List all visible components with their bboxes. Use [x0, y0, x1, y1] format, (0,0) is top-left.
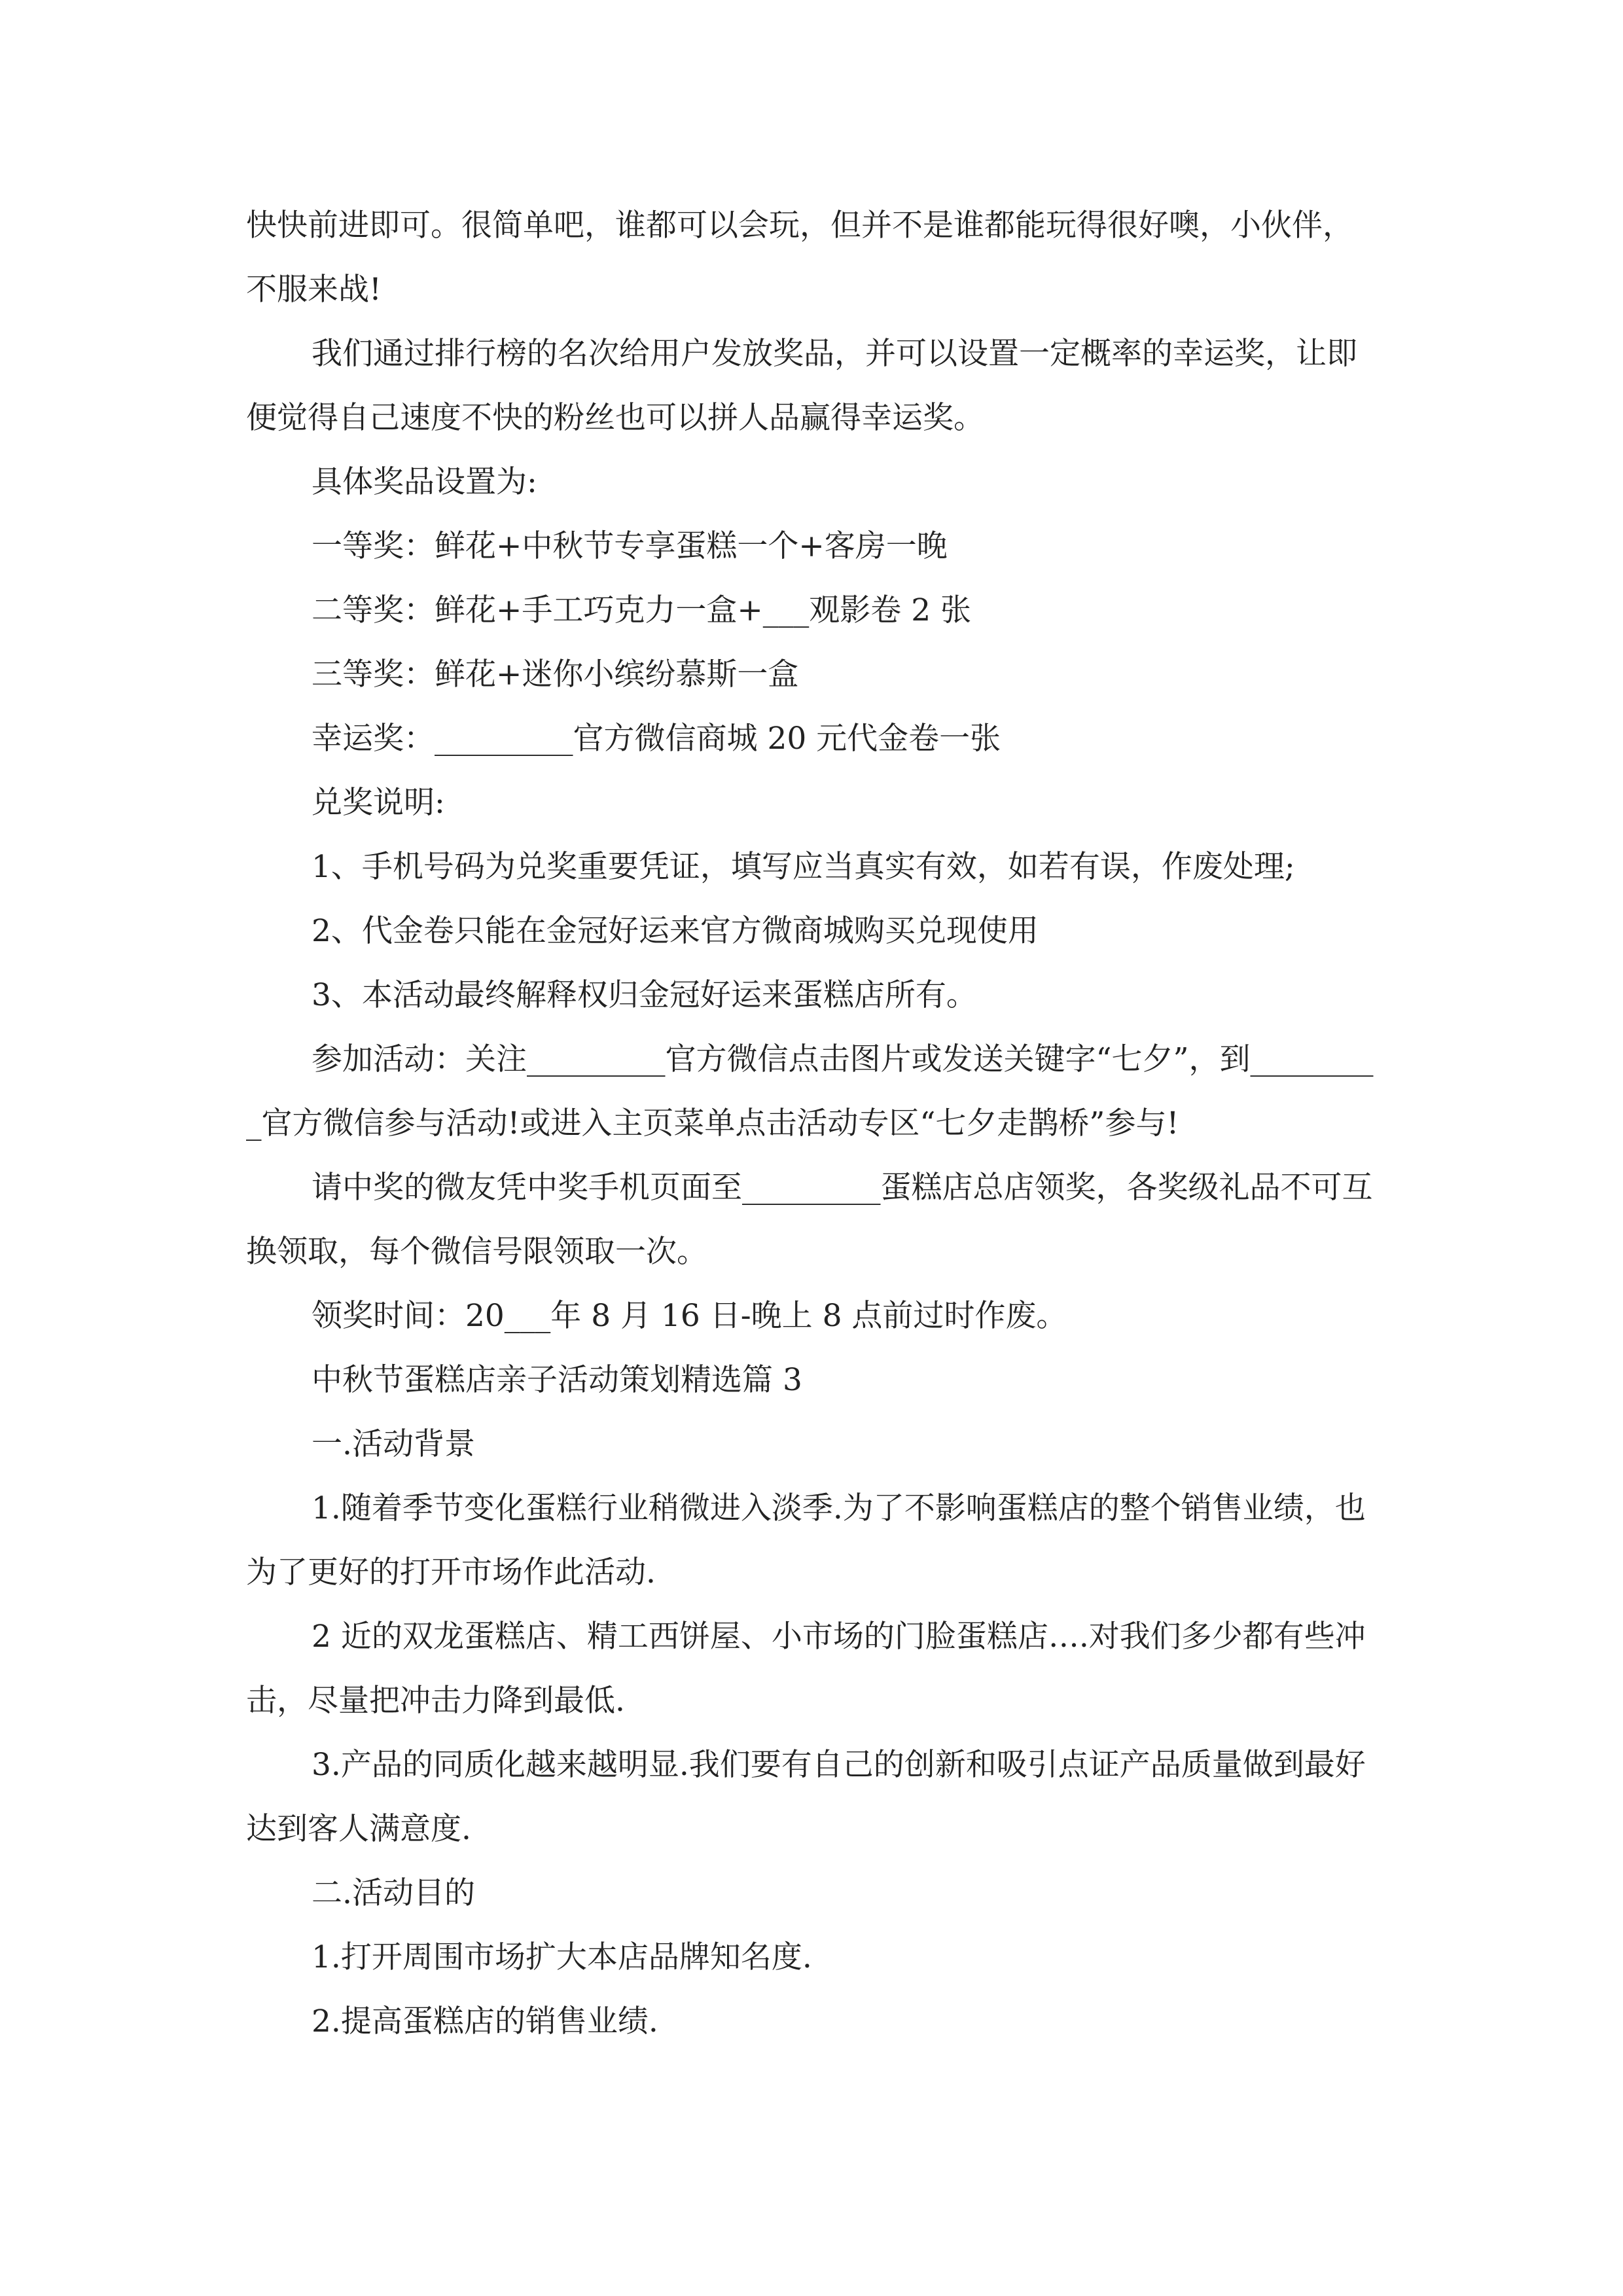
paragraph: 一等奖：鲜花+中秋节专享蛋糕一个+客房一晚	[312, 528, 948, 564]
paragraph: 3.产品的同质化越来越明显.我们要有自己的创新和吸引点证产品质量做到最好达到客人满意度.	[246, 1747, 1366, 1847]
paragraph: 幸运奖：_________官方微信商城 20 元代金卷一张	[312, 721, 1001, 757]
paragraph: 参加活动：关注_________官方微信点击图片或发送关键字“七夕”，到_________官方微信参与活动!或进入主页菜单点击活动专区“七夕走鹊桥”参与!	[246, 1041, 1374, 1141]
paragraph: 我们通过排行榜的名次给用户发放奖品，并可以设置一定概率的幸运奖，让即便觉得自己速度不快的粉丝也可以拼人品赢得幸运奖。	[246, 336, 1357, 436]
section-heading: 中秋节蛋糕店亲子活动策划精选篇 3	[312, 1362, 802, 1398]
document-body	[246, 194, 1382, 2054]
paragraph: 2 近的双龙蛋糕店、精工西饼屋、小市场的门脸蛋糕店….对我们多少都有些冲击，尽量把冲击力降到最低.	[246, 1619, 1366, 1719]
paragraph: 2、代金卷只能在金冠好运来官方微商城购买兑现使用	[312, 913, 1039, 949]
paragraph: 请中奖的微友凭中奖手机页面至_________蛋糕店总店领奖，各奖级礼品不可互换领取，每个微信号限领取一次。	[246, 1170, 1373, 1270]
paragraph: 具体奖品设置为:	[312, 464, 537, 500]
paragraph: 1.打开周围市场扩大本店品牌知名度.	[312, 1939, 812, 1975]
paragraph: 兑奖说明:	[312, 785, 445, 821]
paragraph: 3、本活动最终解释权归金冠好运来蛋糕店所有。	[312, 977, 977, 1013]
paragraph: 1、手机号码为兑奖重要凭证，填写应当真实有效，如若有误，作废处理;	[312, 849, 1295, 885]
section-heading: 一.活动背景	[312, 1426, 475, 1462]
paragraph: 2.提高蛋糕店的销售业绩.	[312, 2003, 658, 2039]
paragraph: 领奖时间：20___年 8 月 16 日-晚上 8 点前过时作废。	[312, 1298, 1067, 1334]
paragraph: 三等奖：鲜花+迷你小缤纷慕斯一盒	[312, 656, 799, 692]
section-heading: 二.活动目的	[312, 1875, 475, 1911]
paragraph: 二等奖：鲜花+手工巧克力一盒+___观影卷 2 张	[312, 592, 972, 628]
paragraph: 1.随着季节变化蛋糕行业稍微进入淡季.为了不影响蛋糕店的整个销售业绩，也为了更好的打开市场作此活动.	[246, 1490, 1366, 1590]
paragraph: 快快前进即可。很简单吧，谁都可以会玩，但并不是谁都能玩得很好噢，小伙伴，不服来战!	[246, 207, 1353, 308]
